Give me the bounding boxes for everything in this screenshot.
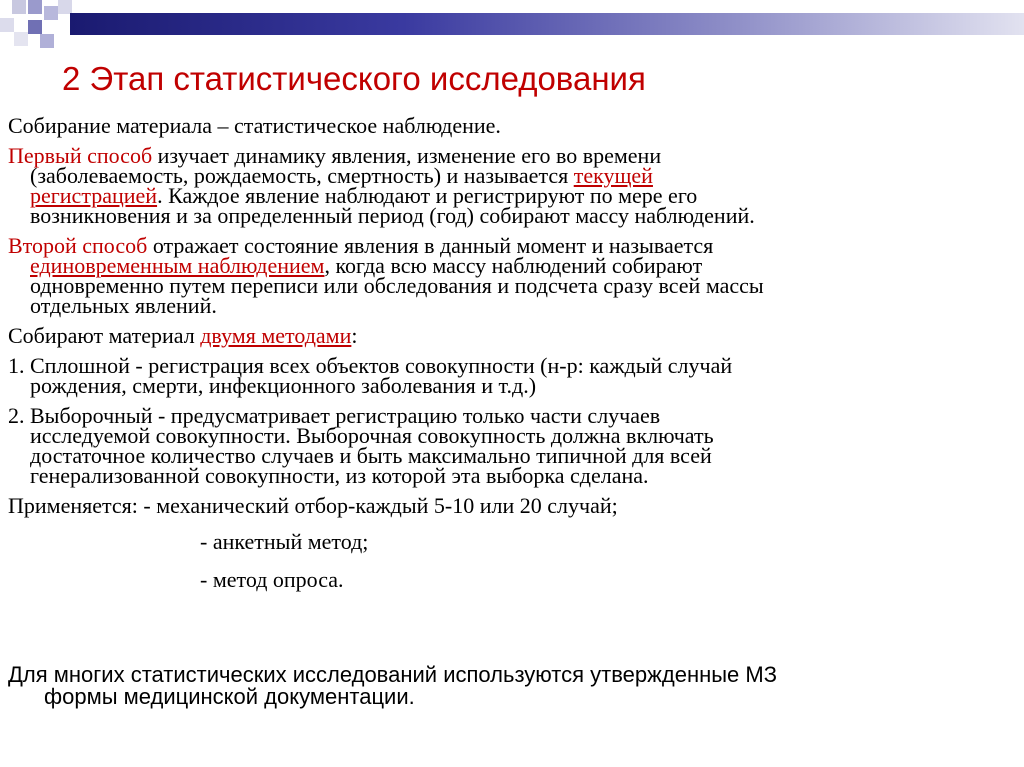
- highlight-second-method: Второй способ: [8, 233, 148, 258]
- decor-square: [44, 6, 58, 20]
- slide-title: 2 Этап статистического исследования: [62, 60, 646, 97]
- paragraph-sample: [8, 403, 1018, 488]
- text-line: , когда всю массу наблюдений собирают: [324, 253, 703, 278]
- text-line: Собирание материала – статистическое наблюдение.: [8, 113, 501, 138]
- decor-square: [40, 34, 54, 48]
- highlight-one-time-observation: единовременным наблюдением: [30, 253, 325, 278]
- text-line: формы медицинской документации.: [44, 684, 415, 709]
- paragraph-second-method: [8, 233, 1018, 318]
- text-line: исследуемой совокупности. Выборочная совокупность должна включать: [30, 423, 714, 448]
- paragraph-first-method: [8, 143, 1018, 228]
- decor-square: [0, 18, 14, 32]
- text-line: :: [351, 323, 358, 348]
- text-line: отражает состояние явления в данный момент и называется: [147, 233, 714, 258]
- text-line: отдельных явлений.: [30, 293, 217, 318]
- text-line: (заболеваемость, рождаемость, смертность) и называется: [30, 163, 574, 188]
- text-line: возникновения и за определенный период (год) собирают массу наблюдений.: [30, 203, 755, 228]
- text-line: одновременно путем переписи или обследования и подсчета сразу всей массы: [30, 273, 764, 298]
- highlight-two-methods: двумя методами: [200, 323, 352, 348]
- highlight-current-registration: текущей: [573, 163, 653, 188]
- text-line: изучает динамику явления, изменение его во времени: [152, 143, 662, 168]
- decor-square: [14, 32, 28, 46]
- text-line: достаточное количество случаев и быть максимально типичной для всей: [30, 443, 712, 468]
- text-line: Собирают материал: [8, 323, 201, 348]
- text-line: 2. Выборочный - предусматривает регистрацию только части случаев: [8, 403, 661, 428]
- text-line: рождения, смерти, инфекционного заболевания и т.д.): [30, 373, 537, 398]
- highlight-current-registration-cont: регистрацией: [30, 183, 158, 208]
- paragraph-continuous: [8, 353, 1018, 398]
- slide-body: [8, 113, 1018, 592]
- paragraph-collection: [8, 113, 1018, 138]
- text-line: - анкетный метод;: [200, 529, 369, 554]
- decor-square: [58, 0, 72, 14]
- text-line: 1. Сплошной - регистрация всех объектов совокупности (н-р: каждый случай: [8, 353, 733, 378]
- text-line: . Каждое явление наблюдают и регистрируют по мере его: [157, 183, 698, 208]
- text-line: генерализованной совокупности, из которой эта выборка сделана.: [30, 463, 649, 488]
- paragraph-two-methods: [8, 323, 1018, 348]
- decor-square: [28, 20, 42, 34]
- text-line: - метод опроса.: [200, 567, 344, 592]
- decor-square: [28, 0, 42, 14]
- header-decoration: [0, 0, 1024, 48]
- text-line: Для многих статистических исследований используются утвержденные МЗ: [8, 662, 778, 687]
- paragraph-applied: [8, 493, 1018, 592]
- header-gradient-bar: [70, 13, 1024, 35]
- decor-square: [12, 0, 26, 14]
- text-line: Применяется: - механический отбор-каждый 5-10 или 20 случай;: [8, 493, 618, 518]
- paragraph-forms: [8, 664, 1020, 708]
- highlight-first-method: Первый способ: [8, 143, 153, 168]
